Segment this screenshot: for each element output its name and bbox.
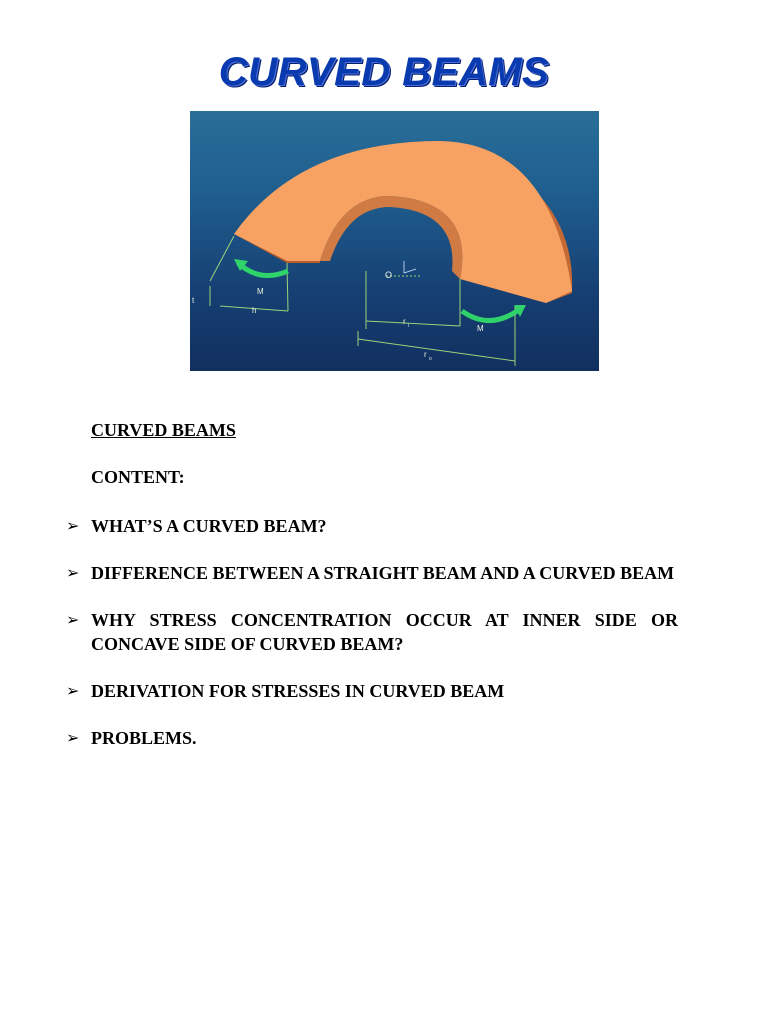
thickness-label: t <box>192 296 195 305</box>
arrow-bullet-icon: ➢ <box>66 728 80 747</box>
banner-title: CURVED BEAMS <box>218 50 550 94</box>
moment-arrow-left <box>238 263 288 276</box>
origin-label: O <box>385 270 393 280</box>
list-item <box>66 679 678 703</box>
list-item-text: DIFFERENCE BETWEEN A STRAIGHT BEAM AND A CURVED BEAM <box>91 563 675 583</box>
curved-beam-figure <box>190 111 599 371</box>
moment-arrow-right <box>462 309 520 321</box>
arrow-bullet-icon: ➢ <box>66 610 80 629</box>
list-item <box>66 726 678 750</box>
origin-axes <box>404 261 416 273</box>
inner-radius-label: r <box>403 317 406 326</box>
curved-beam-illustration <box>190 111 599 371</box>
list-item-text: WHAT’S A CURVED BEAM? <box>91 516 327 536</box>
content-heading: CONTENT: <box>91 467 185 487</box>
moment-label-left: M <box>257 287 264 296</box>
list-item-text: WHY STRESS CONCENTRATION OCCUR AT INNER SIDE OR CONCAVE SIDE OF CURVED BEAM? <box>91 610 678 654</box>
list-item <box>66 514 678 538</box>
list-item-text: PROBLEMS. <box>91 728 197 748</box>
list-item-text: DERIVATION FOR STRESSES IN CURVED BEAM <box>91 681 505 701</box>
inner-radius-subscript: i <box>408 323 410 329</box>
content-list <box>66 514 678 773</box>
list-item <box>66 561 678 585</box>
arrow-bullet-icon: ➢ <box>66 516 80 535</box>
section-subtitle: CURVED BEAMS <box>91 420 236 440</box>
outer-radius-subscript: o <box>429 356 432 362</box>
beam-top-face <box>234 141 572 303</box>
list-item <box>66 608 678 656</box>
height-label: h <box>252 306 257 315</box>
outer-radius-label: r <box>424 350 427 359</box>
arrow-bullet-icon: ➢ <box>66 681 80 700</box>
arrow-bullet-icon: ➢ <box>66 563 80 582</box>
moment-label-right: M <box>477 324 484 333</box>
